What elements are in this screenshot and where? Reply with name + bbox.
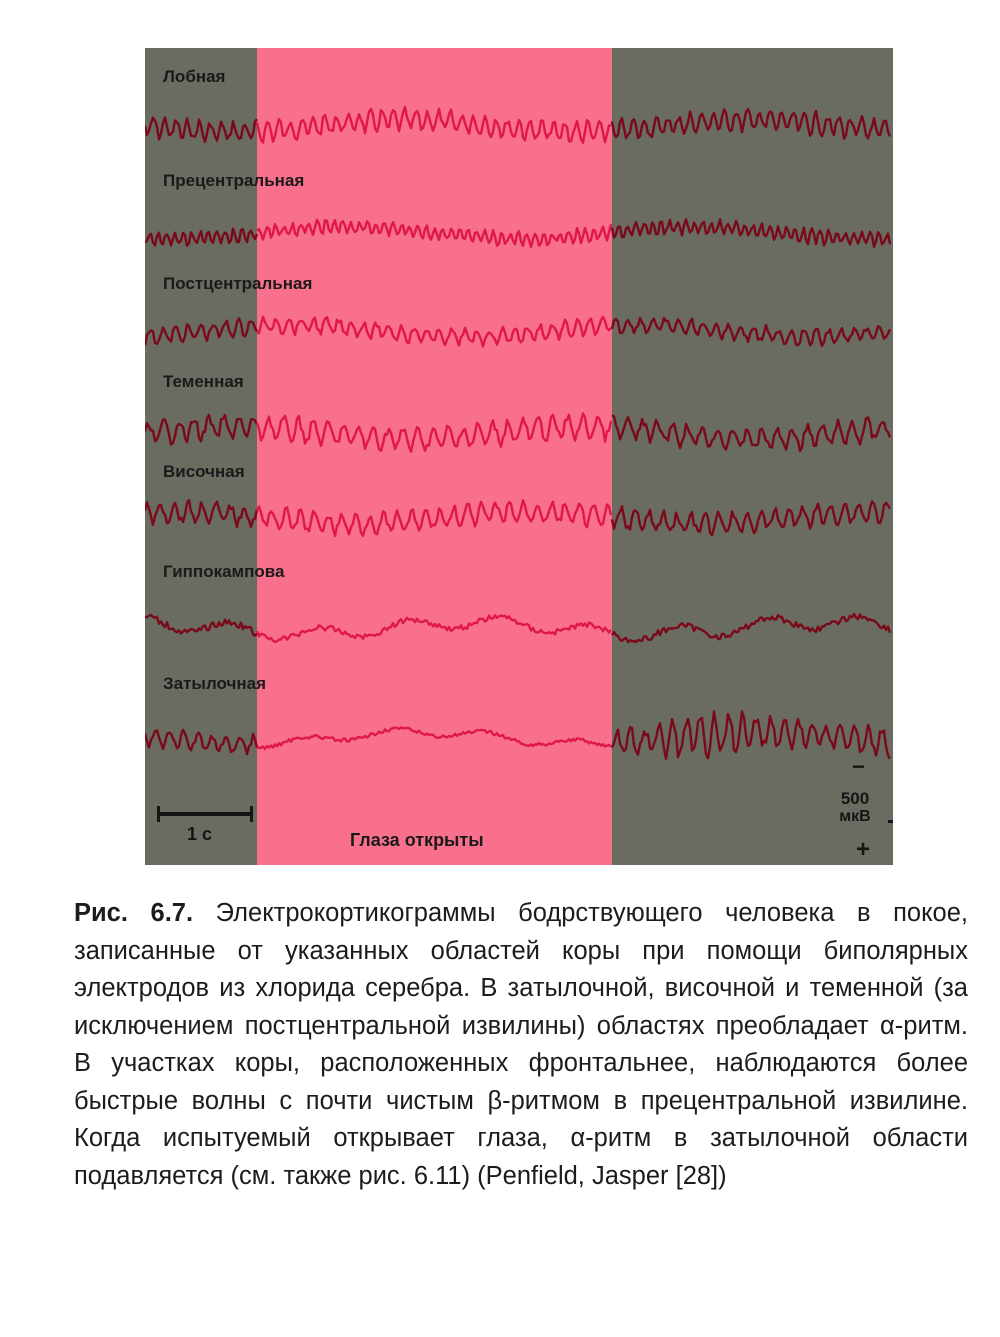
channel-label-frontal: Лобная (163, 67, 226, 86)
trace-postcentral (145, 318, 257, 345)
trace-frontal (145, 117, 257, 141)
caption-text: Электрокортикограммы бодрствующего человека в покое, записанные от указанных областей коры при помощи биполярных электродов из хлорида серебра. В затылочной, височной и теменной (за исключением постцентральной извилины) областях преобладает α-ритм. В участках коры, расположенных фронтальнее, наблюдаются более быстрые волны с почти чистым β-ритмом в прецентральной извилине. Когда испытуемый открывает глаза, α-ритм в затылочной области подавляется (см. также рис. 6.11) (Penfield, Jasper [28]) (74, 899, 968, 1190)
trace-occipital (612, 712, 890, 759)
time-scale-label: 1 с (187, 824, 213, 844)
trace-precentral (612, 219, 890, 247)
channel-label-postcentral: Постцентральная (163, 274, 313, 293)
figure-caption (74, 895, 968, 1195)
trace-precentral (257, 220, 611, 247)
channel-label-occipital: Затылочная (163, 674, 266, 693)
amplitude-scale-cap-top (888, 820, 893, 823)
channel-label-hippocampal: Гиппокампова (163, 562, 285, 581)
trace-frontal (257, 107, 611, 143)
trace-postcentral (257, 317, 611, 347)
time-scale-bar (157, 812, 253, 816)
ecog-figure (145, 48, 893, 865)
trace-parietal (612, 415, 890, 451)
trace-hippocampal (257, 615, 611, 641)
trace-parietal (257, 414, 611, 452)
amplitude-plus-sign: + (856, 836, 871, 863)
eyes-open-label: Глаза открыты (350, 830, 484, 850)
trace-temporal (257, 500, 611, 536)
trace-frontal (612, 109, 890, 139)
trace-temporal (612, 501, 890, 535)
trace-occipital (257, 727, 611, 749)
amplitude-value: 500 (840, 789, 870, 808)
time-scale-tick-left (157, 806, 160, 822)
channel-label-parietal: Теменная (163, 372, 244, 391)
trace-postcentral (612, 318, 890, 346)
trace-parietal (145, 415, 257, 445)
trace-hippocampal (612, 614, 890, 642)
trace-occipital (145, 730, 257, 754)
channel-label-precentral: Прецентральная (163, 171, 305, 190)
trace-precentral (145, 229, 257, 246)
trace-hippocampal (145, 615, 257, 636)
amplitude-minus-sign: − (852, 754, 865, 779)
amplitude-unit: мкВ (839, 808, 871, 825)
time-scale-tick-right (250, 806, 253, 822)
trace-temporal (145, 500, 257, 527)
caption-label: Рис. 6.7. (74, 899, 194, 927)
channel-label-temporal: Височная (163, 462, 245, 481)
